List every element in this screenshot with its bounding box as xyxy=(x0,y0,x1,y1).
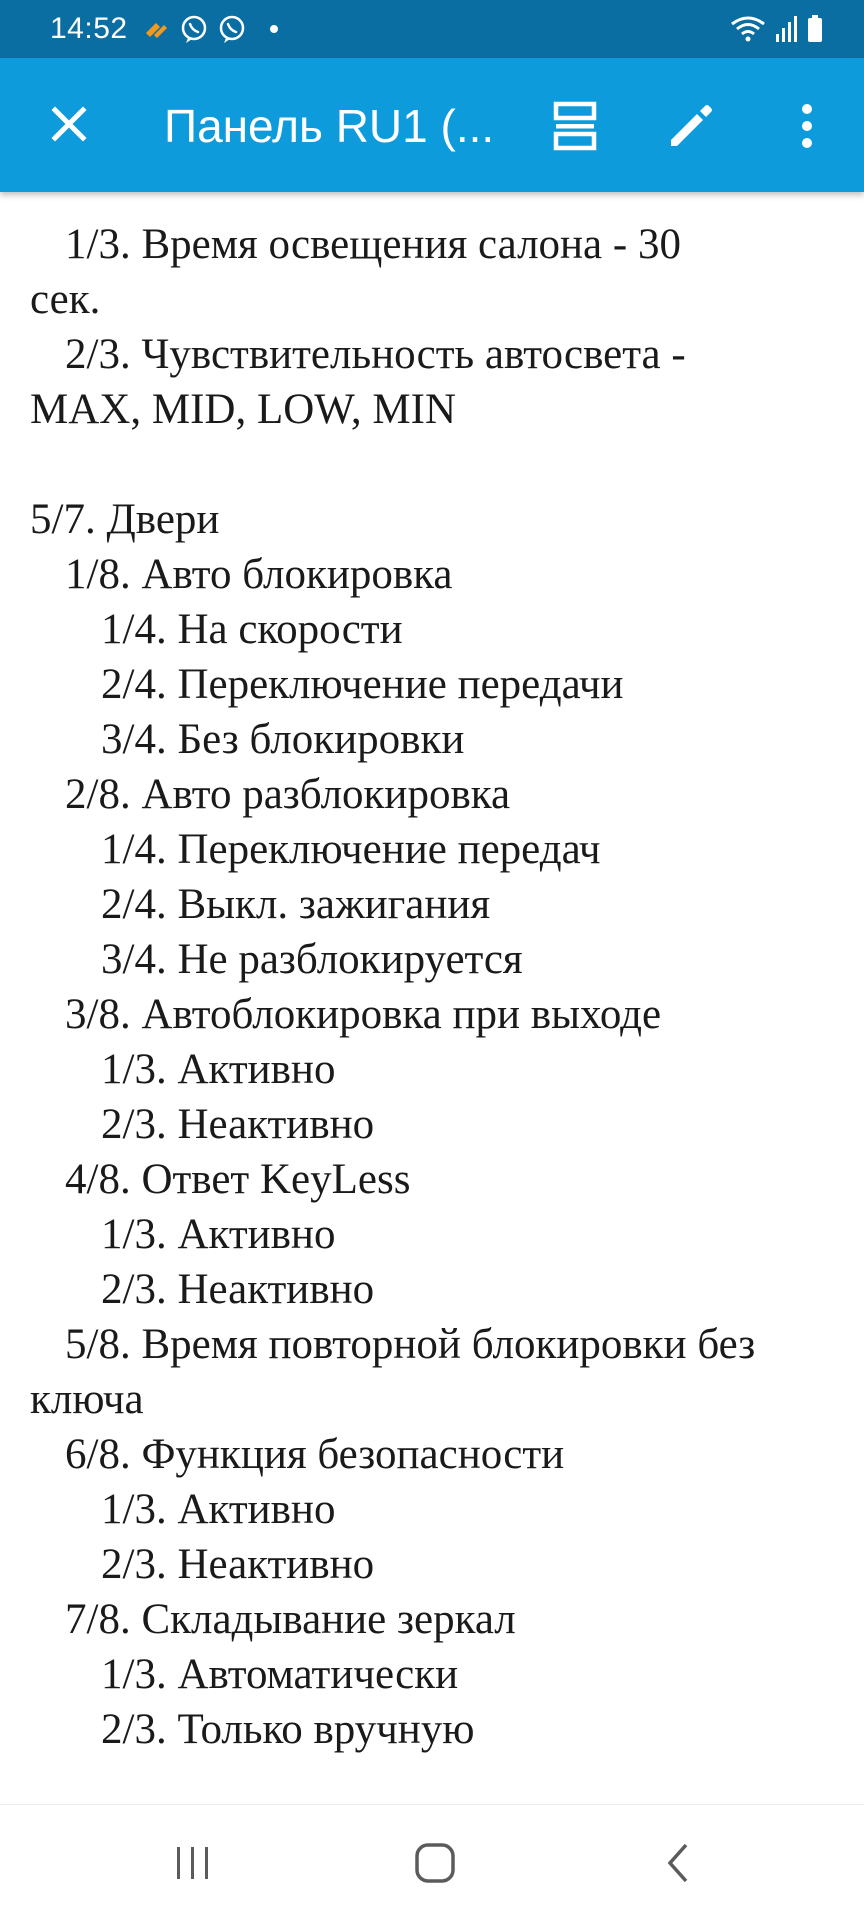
note-text xyxy=(30,192,840,1757)
more-vert-icon xyxy=(800,103,814,149)
home-button[interactable] xyxy=(400,1833,470,1893)
edit-button[interactable] xyxy=(656,91,726,161)
text-line: 7/8. Складывание зеркал xyxy=(65,1596,516,1643)
status-notification-icons xyxy=(140,13,278,45)
line-cutoff xyxy=(30,192,840,217)
text-line: MAX, MID, LOW, MIN xyxy=(30,386,457,433)
text-line: 1/4. На скорости xyxy=(101,606,403,653)
viber-icon xyxy=(216,13,248,45)
battery-icon xyxy=(806,14,824,44)
text-line: 1/3. Активно xyxy=(101,1211,336,1258)
dot-icon xyxy=(270,25,278,33)
navigation-bar xyxy=(0,1804,864,1920)
reading-mode-button[interactable] xyxy=(540,91,610,161)
signal-icon xyxy=(774,14,798,44)
text-line: 4/8. Ответ KeyLess xyxy=(65,1156,411,1203)
home-icon xyxy=(413,1841,457,1885)
page-title: Панель RU1 (... xyxy=(164,100,495,152)
text-line: 2/3. Чувствительность автосвета - xyxy=(65,331,686,378)
close-button[interactable] xyxy=(36,91,102,157)
app-bar xyxy=(0,58,864,192)
text-line: 5/7. Двери xyxy=(30,496,220,543)
text-line: 3/8. Автоблокировка при выходе xyxy=(65,991,662,1038)
blank-line xyxy=(30,437,840,492)
text-line: 2/3. Неактивно xyxy=(101,1541,375,1588)
text-line: 2/4. Переключение передачи xyxy=(101,661,624,708)
wifi-icon xyxy=(730,14,766,44)
text-line: 1/4. Переключение передач xyxy=(101,826,601,873)
text-line: 2/3. Только вручную xyxy=(101,1706,475,1753)
reading-mode-icon xyxy=(552,100,598,152)
edit-pencil-icon xyxy=(667,102,715,150)
status-bar xyxy=(0,0,864,58)
text-line: 5/8. Время повторной блокировки без xyxy=(65,1321,756,1368)
text-line: сек. xyxy=(30,276,101,323)
text-line: 1/8. Авто блокировка xyxy=(65,551,453,598)
text-line: 1/3. Активно xyxy=(101,1486,336,1533)
text-line: 2/3. Неактивно xyxy=(101,1266,375,1313)
viber-icon xyxy=(178,13,210,45)
text-line: 3/4. Без блокировки xyxy=(101,716,465,763)
back-button[interactable] xyxy=(642,1833,712,1893)
text-line: 3/4. Не разблокируется xyxy=(101,936,523,983)
text-line: 1/3. Активно xyxy=(101,1046,336,1093)
close-icon xyxy=(49,104,89,144)
text-line: 6/8. Функция безопасности xyxy=(65,1431,565,1478)
status-time: 14:52 xyxy=(50,12,128,45)
status-system-icons xyxy=(730,14,824,44)
text-line: 2/8. Авто разблокировка xyxy=(65,771,511,818)
text-line: 2/3. Неактивно xyxy=(101,1101,375,1148)
app-notification-icon xyxy=(140,13,172,45)
recents-button[interactable] xyxy=(158,1833,228,1893)
text-line: ключа xyxy=(30,1376,144,1423)
back-icon xyxy=(662,1841,692,1885)
text-line: 1/3. Автоматически xyxy=(101,1651,459,1698)
more-options-button[interactable] xyxy=(772,91,842,161)
text-line: 1/3. Время освещения салона - 30 xyxy=(65,221,681,268)
note-content[interactable] xyxy=(0,192,864,1804)
recents-icon xyxy=(173,1845,213,1881)
text-line: 2/4. Выкл. зажигания xyxy=(101,881,491,928)
